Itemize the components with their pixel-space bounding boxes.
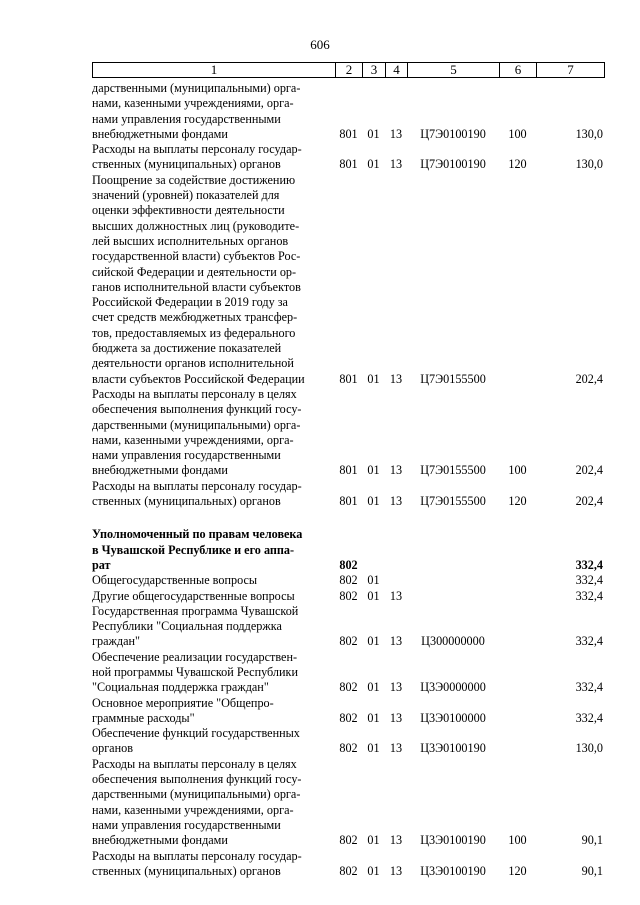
subsection-code: 13 — [389, 157, 403, 172]
subsection-code: 13 — [389, 494, 403, 509]
description-line: оценки эффективности деятельности — [92, 203, 285, 218]
ministry-code: 802 — [339, 741, 358, 756]
section-code: 01 — [367, 863, 380, 878]
table-header — [92, 62, 605, 78]
amount: 202,4 — [575, 494, 603, 509]
description-line: Расходы на выплаты персоналу государ- — [92, 142, 302, 157]
ministry-code: 801 — [339, 157, 358, 172]
description-line: государственной власти) субъектов Рос- — [92, 249, 301, 264]
expense-type-code: 100 — [508, 463, 527, 478]
ministry-code: 802 — [339, 863, 358, 878]
description-line: ственных (муниципальных) органов — [92, 863, 281, 878]
target-article-code: Ц3Э0100000 — [420, 710, 486, 725]
description-line: сийской Федерации и деятельности ор- — [92, 264, 297, 279]
table-row — [92, 849, 605, 880]
expense-type-code: 120 — [508, 494, 527, 509]
section-code: 01 — [367, 573, 380, 588]
description-line: Государственная программа Чувашской — [92, 603, 299, 618]
ministry-code: 802 — [339, 634, 358, 649]
section-code: 01 — [367, 463, 380, 478]
description-line: бюджета за достижение показателей — [92, 341, 282, 356]
row-description — [92, 527, 335, 573]
description-line: Расходы на выплаты персоналу в целях — [92, 756, 297, 771]
header-col-6: 6 — [500, 63, 537, 77]
description-line: дарственными (муниципальными) орга- — [92, 81, 301, 95]
section-code: 01 — [367, 741, 380, 756]
table-row — [92, 142, 605, 173]
table-row — [92, 173, 605, 387]
description-line: Поощрение за содействие достижению — [92, 172, 296, 187]
amount: 332,4 — [575, 557, 603, 572]
description-line: Расходы на выплаты персоналу государ- — [92, 478, 302, 493]
amount: 332,4 — [575, 680, 603, 695]
target-article-code: Ц7Э0155500 — [420, 371, 486, 386]
section-code: 01 — [367, 710, 380, 725]
row-description — [92, 757, 335, 849]
expense-type-code: 100 — [508, 126, 527, 141]
header-col-7: 7 — [567, 62, 574, 77]
row-description — [92, 142, 335, 173]
amount: 202,4 — [575, 463, 603, 478]
subsection-code: 13 — [389, 634, 403, 649]
section-code: 01 — [367, 157, 380, 172]
section-code: 01 — [367, 494, 380, 509]
row-description — [92, 573, 335, 588]
subsection-code: 13 — [389, 371, 403, 386]
description-line: Уполномоченный по правам человека — [92, 527, 303, 542]
amount: 332,4 — [575, 588, 603, 603]
amount: 90,1 — [581, 833, 603, 848]
description-line: граждан" — [92, 634, 141, 649]
row-description — [92, 173, 335, 387]
ministry-code: 801 — [339, 126, 358, 141]
description-line: обеспечения выполнения функций госу- — [92, 772, 302, 787]
target-article-code: Ц300000000 — [421, 634, 485, 649]
description-line: ственных (муниципальных) органов — [92, 157, 281, 172]
row-description — [92, 849, 335, 880]
target-article-code: Ц3Э0100190 — [420, 741, 486, 756]
section-code: 01 — [367, 126, 380, 141]
description-line: Другие общегосударственные вопросы — [92, 588, 295, 603]
ministry-code: 801 — [339, 494, 358, 509]
row-description — [92, 604, 335, 650]
target-article-code: Ц3Э0100190 — [420, 833, 486, 848]
description-line: ной программы Чувашской Республики — [92, 664, 298, 679]
row-description — [92, 81, 335, 142]
description-line: граммные расходы" — [92, 710, 195, 725]
section-code: 01 — [367, 371, 380, 386]
description-line: в Чувашской Республике и его аппа- — [92, 542, 295, 557]
ministry-code: 802 — [339, 573, 358, 588]
target-article-code: Ц7Э0100190 — [420, 126, 486, 141]
header-col-1: 1 — [93, 63, 336, 77]
expense-type-code: 120 — [508, 157, 527, 172]
subsection-code: 13 — [389, 588, 403, 603]
header-col-4: 4 — [386, 63, 408, 77]
row-description — [92, 696, 335, 727]
subsection-code: 13 — [389, 833, 403, 848]
description-line: ственных (муниципальных) органов — [92, 494, 281, 509]
amount: 130,0 — [575, 126, 603, 141]
description-line: лей высших исполнительных органов — [92, 233, 289, 248]
amount: 332,4 — [575, 710, 603, 725]
table-row — [92, 726, 605, 757]
description-line: высших должностных лиц (руководите- — [92, 218, 300, 233]
target-article-code: Ц7Э0100190 — [420, 157, 486, 172]
description-line: обеспечения выполнения функций госу- — [92, 402, 302, 417]
ministry-code: 802 — [339, 557, 358, 572]
subsection-code: 13 — [389, 710, 403, 725]
row-description — [92, 650, 335, 696]
table-row — [92, 589, 605, 604]
table-row — [92, 757, 605, 849]
description-line: Российской Федерации в 2019 году за — [92, 295, 288, 310]
expense-type-code: 100 — [508, 833, 527, 848]
section-code: 01 — [367, 680, 380, 695]
header-col-2: 2 — [336, 63, 363, 77]
description-line: "Социальная поддержка граждан" — [92, 680, 269, 695]
description-line: ганов исполнительной власти субъектов — [92, 279, 301, 294]
description-line: внебюджетными фондами — [92, 833, 228, 848]
section-code: 01 — [367, 634, 380, 649]
section-code: 01 — [367, 833, 380, 848]
description-line: Обеспечение реализации государствен- — [92, 649, 298, 664]
description-line: внебюджетными фондами — [92, 126, 228, 141]
row-description — [92, 479, 335, 510]
description-line: деятельности органов исполнительной — [92, 356, 294, 371]
ministry-code: 801 — [339, 371, 358, 386]
description-line: внебюджетными фондами — [92, 463, 228, 478]
target-article-code: Ц7Э0155500 — [420, 463, 486, 478]
target-article-code: Ц3Э0100190 — [420, 863, 486, 878]
amount: 332,4 — [575, 573, 603, 588]
description-line: дарственными (муниципальными) орга- — [92, 787, 301, 802]
description-line: счет средств межбюджетных трансфер- — [92, 310, 298, 325]
table-row — [92, 650, 605, 696]
description-line: нами управления государственными — [92, 111, 281, 126]
description-line: Основное мероприятие "Общепро- — [92, 695, 274, 710]
table-row — [92, 604, 605, 650]
table-row — [92, 479, 605, 510]
row-description — [92, 726, 335, 757]
amount: 90,1 — [581, 863, 603, 878]
description-line: Общегосударственные вопросы — [92, 573, 258, 588]
description-line: рат — [92, 557, 111, 572]
subsection-code: 13 — [389, 863, 403, 878]
page-number: 606 — [310, 37, 330, 52]
ministry-code: 802 — [339, 710, 358, 725]
description-line: дарственными (муниципальными) орга- — [92, 417, 301, 432]
description-line: нами управления государственными — [92, 448, 281, 463]
section-code: 01 — [367, 588, 380, 603]
table-row — [92, 696, 605, 727]
ministry-code: 802 — [339, 833, 358, 848]
amount: 202,4 — [575, 371, 603, 386]
subsection-code: 13 — [389, 680, 403, 695]
target-article-code: Ц7Э0155500 — [420, 494, 486, 509]
expense-type-code: 120 — [508, 863, 527, 878]
description-line: нами, казенными учреждениями, орга- — [92, 432, 294, 447]
description-line: Расходы на выплаты персоналу в целях — [92, 386, 297, 401]
description-line: значений (уровней) показателей для — [92, 188, 280, 203]
description-line: тов, предоставляемых из федерального — [92, 325, 296, 340]
subsection-code: 13 — [389, 463, 403, 478]
subsection-code: 13 — [389, 126, 403, 141]
description-line: нами, казенными учреждениями, орга- — [92, 802, 294, 817]
description-line: Республики "Социальная поддержка — [92, 619, 282, 634]
table-row — [92, 387, 605, 479]
header-col-3: 3 — [363, 63, 386, 77]
amount: 130,0 — [575, 741, 603, 756]
table-row — [92, 81, 605, 142]
table-row — [92, 573, 605, 588]
ministry-code: 802 — [339, 588, 358, 603]
description-line: Обеспечение функций государственных — [92, 726, 300, 741]
description-line: Расходы на выплаты персоналу государ- — [92, 848, 302, 863]
subsection-code: 13 — [389, 741, 403, 756]
description-line: власти субъектов Российской Федерации — [92, 371, 305, 386]
table-row — [92, 527, 605, 573]
ministry-code: 801 — [339, 463, 358, 478]
header-col-5: 5 — [408, 63, 500, 77]
amount: 130,0 — [575, 157, 603, 172]
description-line: нами управления государственными — [92, 817, 281, 832]
row-description — [92, 387, 335, 479]
description-line: нами, казенными учреждениями, орга- — [92, 96, 294, 111]
amount: 332,4 — [575, 634, 603, 649]
ministry-code: 802 — [339, 680, 358, 695]
description-line: органов — [92, 741, 133, 756]
target-article-code: Ц3Э0000000 — [420, 680, 486, 695]
table-body — [92, 81, 605, 879]
row-description — [92, 589, 335, 604]
